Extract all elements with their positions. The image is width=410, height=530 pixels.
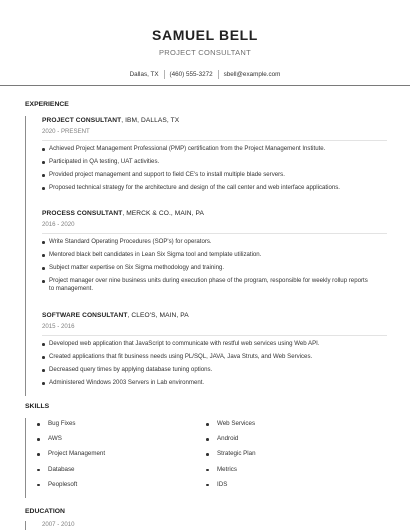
job-dates: 2015 - 2016: [42, 323, 75, 330]
list-item: Write Standard Operating Procedures (SOP's) for operators.: [42, 238, 372, 246]
section-heading-education: EDUCATION: [25, 508, 65, 515]
skills-side-rule: [25, 418, 26, 498]
list-item: Provided project management and support to field CE's to install multiple blade servers.: [42, 171, 372, 179]
list-item: Achieved Project Management Professional (PMP) certification from the Project Management Institute.: [42, 145, 372, 153]
skill-item: Database: [37, 466, 187, 474]
skill-item: IDS: [206, 481, 356, 489]
job-heading: [42, 312, 387, 319]
skills-list-right: [206, 420, 356, 496]
list-item: Project manager over nine business units during execution phase of the program, responsible for weekly rollup reports to management.: [42, 277, 372, 293]
list-item: Decreased query times by applying database tuning options.: [42, 366, 372, 374]
list-item: Subject matter expertise on Six Sigma methodology and training.: [42, 264, 372, 272]
skill-item: Peoplesoft: [37, 481, 187, 489]
skill-item: Bug Fixes: [37, 420, 187, 428]
job-entry: [42, 117, 387, 135]
candidate-title: PROJECT CONSULTANT: [158, 48, 252, 57]
section-heading-skills: SKILLS: [25, 403, 50, 410]
education-dates: 2007 - 2010: [42, 521, 75, 528]
list-item: Mentored black belt candidates in Lean Six Sigma tool and template utilization.: [42, 251, 372, 259]
contact-divider: [164, 70, 165, 79]
skill-item: Android: [206, 435, 356, 443]
resume-header: [0, 0, 410, 79]
list-item: Participated in QA testing, UAT activities.: [42, 158, 372, 166]
job-title: PROCESS CONSULTANT: [42, 210, 123, 217]
skill-item: Project Management: [37, 450, 187, 458]
contact-location: Dallas, TX: [129, 71, 159, 78]
skill-item: AWS: [37, 435, 187, 443]
skill-item: Metrics: [206, 466, 356, 474]
job-divider: [42, 140, 387, 141]
list-item: Developed web application that JavaScript to communicate with restful web services using Web API.: [42, 340, 372, 348]
contact-line: [0, 70, 410, 79]
skills-list-left: [37, 420, 187, 496]
contact-phone: (460) 555-3272: [169, 71, 213, 78]
job-bullets: [42, 145, 372, 197]
job-dates: 2016 - 2020: [42, 221, 75, 228]
section-heading-experience: EXPERIENCE: [25, 101, 69, 108]
candidate-name: SAMUEL BELL: [152, 27, 258, 43]
job-divider: [42, 335, 387, 336]
list-item: Proposed technical strategy for the architecture and design of the call center and web interface applications.: [42, 184, 372, 192]
job-title: SOFTWARE CONSULTANT: [42, 312, 128, 319]
job-employer: , IBM, DALLAS, TX: [121, 117, 180, 124]
skill-item: Strategic Plan: [206, 450, 356, 458]
job-divider: [42, 233, 387, 234]
contact-email[interactable]: sbell@example.com: [223, 71, 281, 78]
job-dates: 2020 - PRESENT: [42, 128, 90, 135]
header-divider: [0, 85, 410, 86]
job-heading: [42, 117, 387, 124]
job-heading: [42, 210, 387, 217]
job-title: PROJECT CONSULTANT: [42, 117, 122, 124]
job-entry: [42, 312, 387, 330]
job-bullets: [42, 340, 372, 392]
education-side-rule: [25, 521, 26, 530]
job-bullets: [42, 238, 372, 298]
job-entry: [42, 210, 387, 228]
experience-side-rule: [25, 116, 26, 396]
list-item: Administered Windows 2003 Servers in Lab environment.: [42, 379, 372, 387]
job-employer: , CLEO'S, MAIN, PA: [127, 312, 189, 319]
contact-divider: [218, 70, 219, 79]
skill-item: Web Services: [206, 420, 356, 428]
job-employer: , MERCK & CO., MAIN, PA: [122, 210, 205, 217]
list-item: Created applications that fit business needs using PL/SQL, JAVA, Java Struts, and Web Services.: [42, 353, 372, 361]
